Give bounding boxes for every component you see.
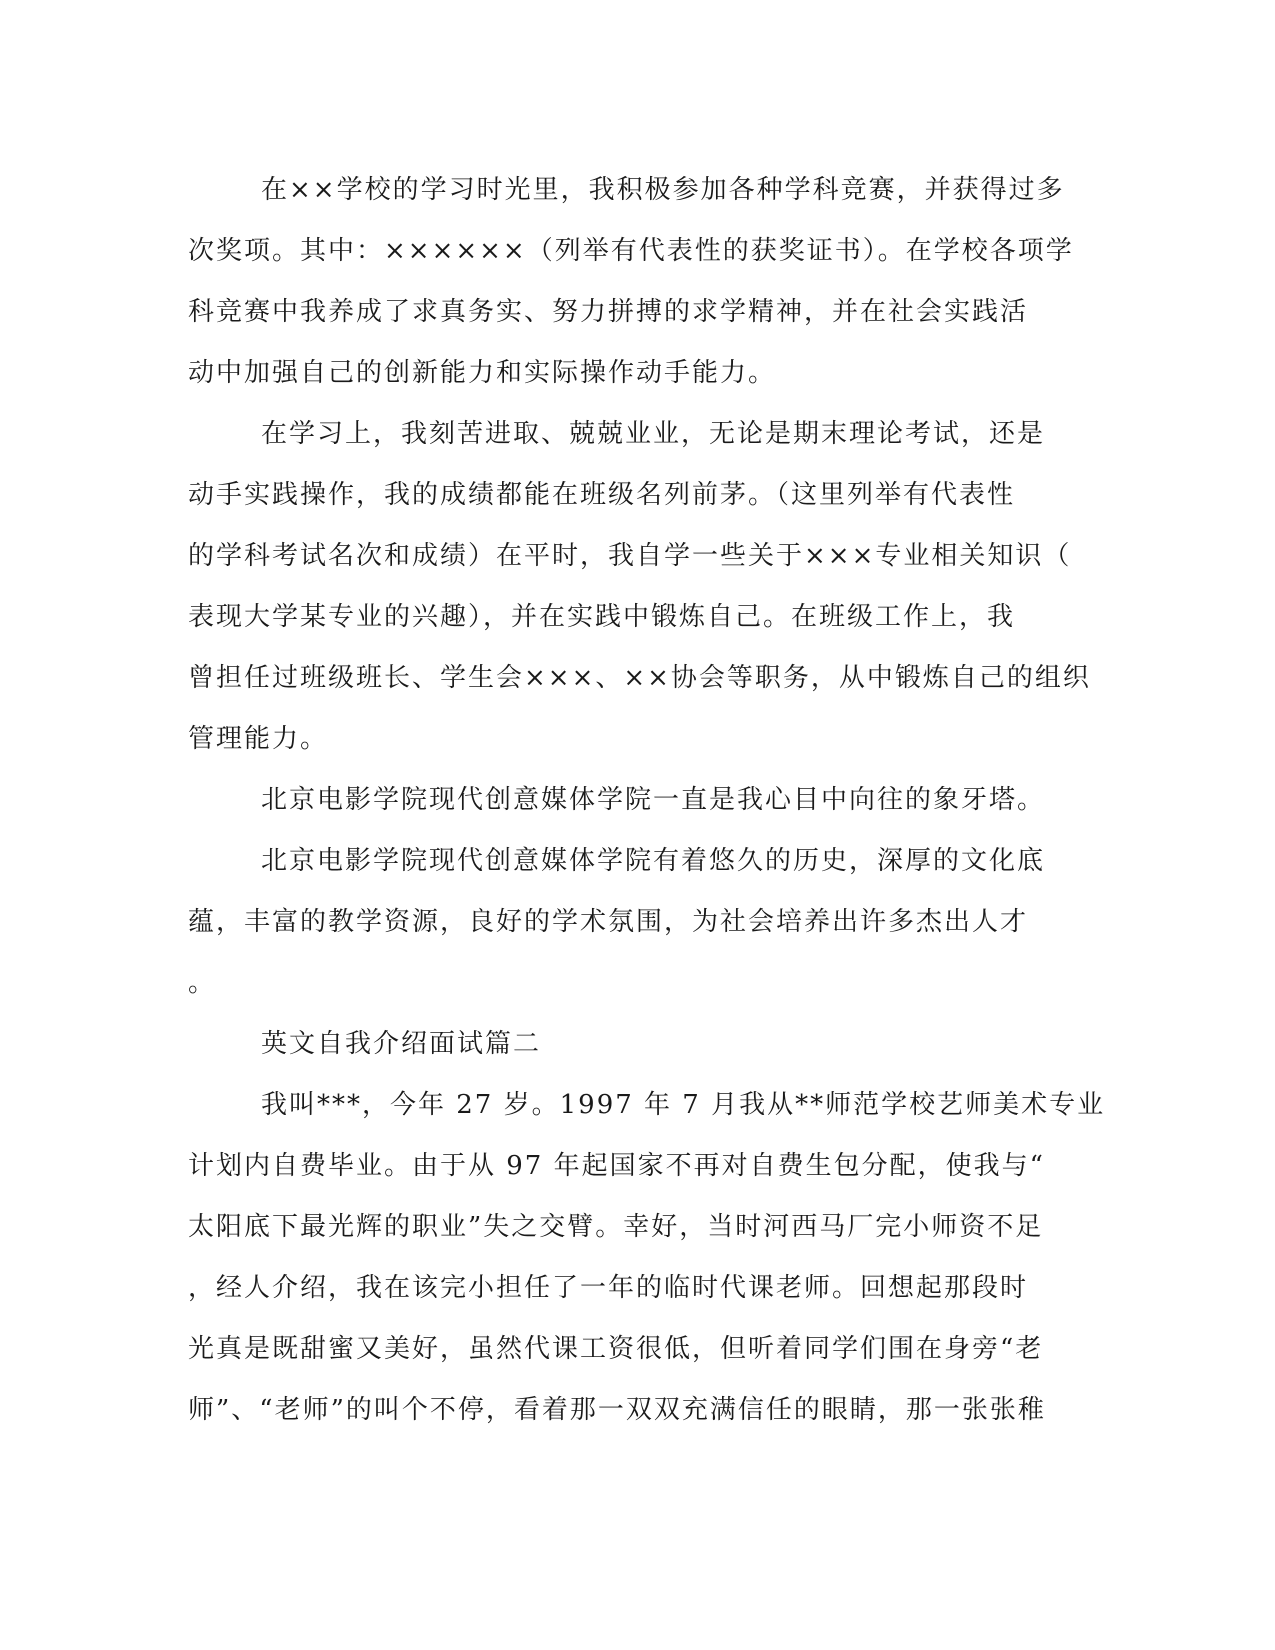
text-line: 光真是既甜蜜又美好，虽然代课工资很低，但听着同学们围在身旁“老 [188, 1334, 1044, 1364]
document-body [188, 160, 1106, 1441]
text-line: 计划内自费毕业。由于从 97 年起国家不再对自费生包分配，使我与“ [188, 1151, 1045, 1181]
text-line: 次奖项。其中：××××××（列举有代表性的获奖证书）。在学校各项学 [188, 236, 1074, 266]
text-line: 北京电影学院现代创意媒体学院一直是我心目中向往的象牙塔。 [261, 785, 1046, 815]
text-line: 太阳底下最光辉的职业”失之交臂。幸好，当时河西马厂完小师资不足 [188, 1212, 1044, 1242]
text-line: 表现大学某专业的兴趣），并在实践中锻炼自己。在班级工作上，我 [188, 602, 1016, 632]
text-line: 蕴，丰富的教学资源，良好的学术氛围，为社会培养出许多杰出人才 [188, 907, 1029, 937]
text-line: 管理能力。 [188, 724, 329, 754]
text-line: 的学科考试名次和成绩）在平时，我自学一些关于×××专业相关知识（ [188, 541, 1072, 571]
text-line: 在学习上，我刻苦进取、兢兢业业，无论是期末理论考试，还是 [261, 419, 1046, 449]
text-line: 动中加强自己的创新能力和实际操作动手能力。 [188, 358, 777, 388]
text-line: 我叫***，今年 27 岁。1997 年 7 月我从**师范学校艺师美术专业 [261, 1090, 1106, 1120]
text-line: 。 [188, 968, 217, 998]
text-line: 师”、“老师”的叫个不停，看着那一双双充满信任的眼睛，那一张张稚 [188, 1395, 1046, 1425]
text-line: 科竞赛中我养成了求真务实、努力拼搏的求学精神，并在社会实践活 [188, 297, 1029, 327]
text-line: 动手实践操作，我的成绩都能在班级名列前茅。（这里列举有代表性 [188, 480, 1016, 510]
text-line: 在××学校的学习时光里，我积极参加各种学科竞赛，并获得过多 [261, 175, 1065, 205]
text-line: ，经人介绍，我在该完小担任了一年的临时代课老师。回想起那段时 [188, 1273, 1029, 1303]
section-heading: 英文自我介绍面试篇二 [261, 1029, 542, 1059]
text-line: 北京电影学院现代创意媒体学院有着悠久的历史，深厚的文化底 [261, 846, 1046, 876]
text-line: 曾担任过班级班长、学生会×××、××协会等职务，从中锻炼自己的组织 [188, 663, 1091, 693]
